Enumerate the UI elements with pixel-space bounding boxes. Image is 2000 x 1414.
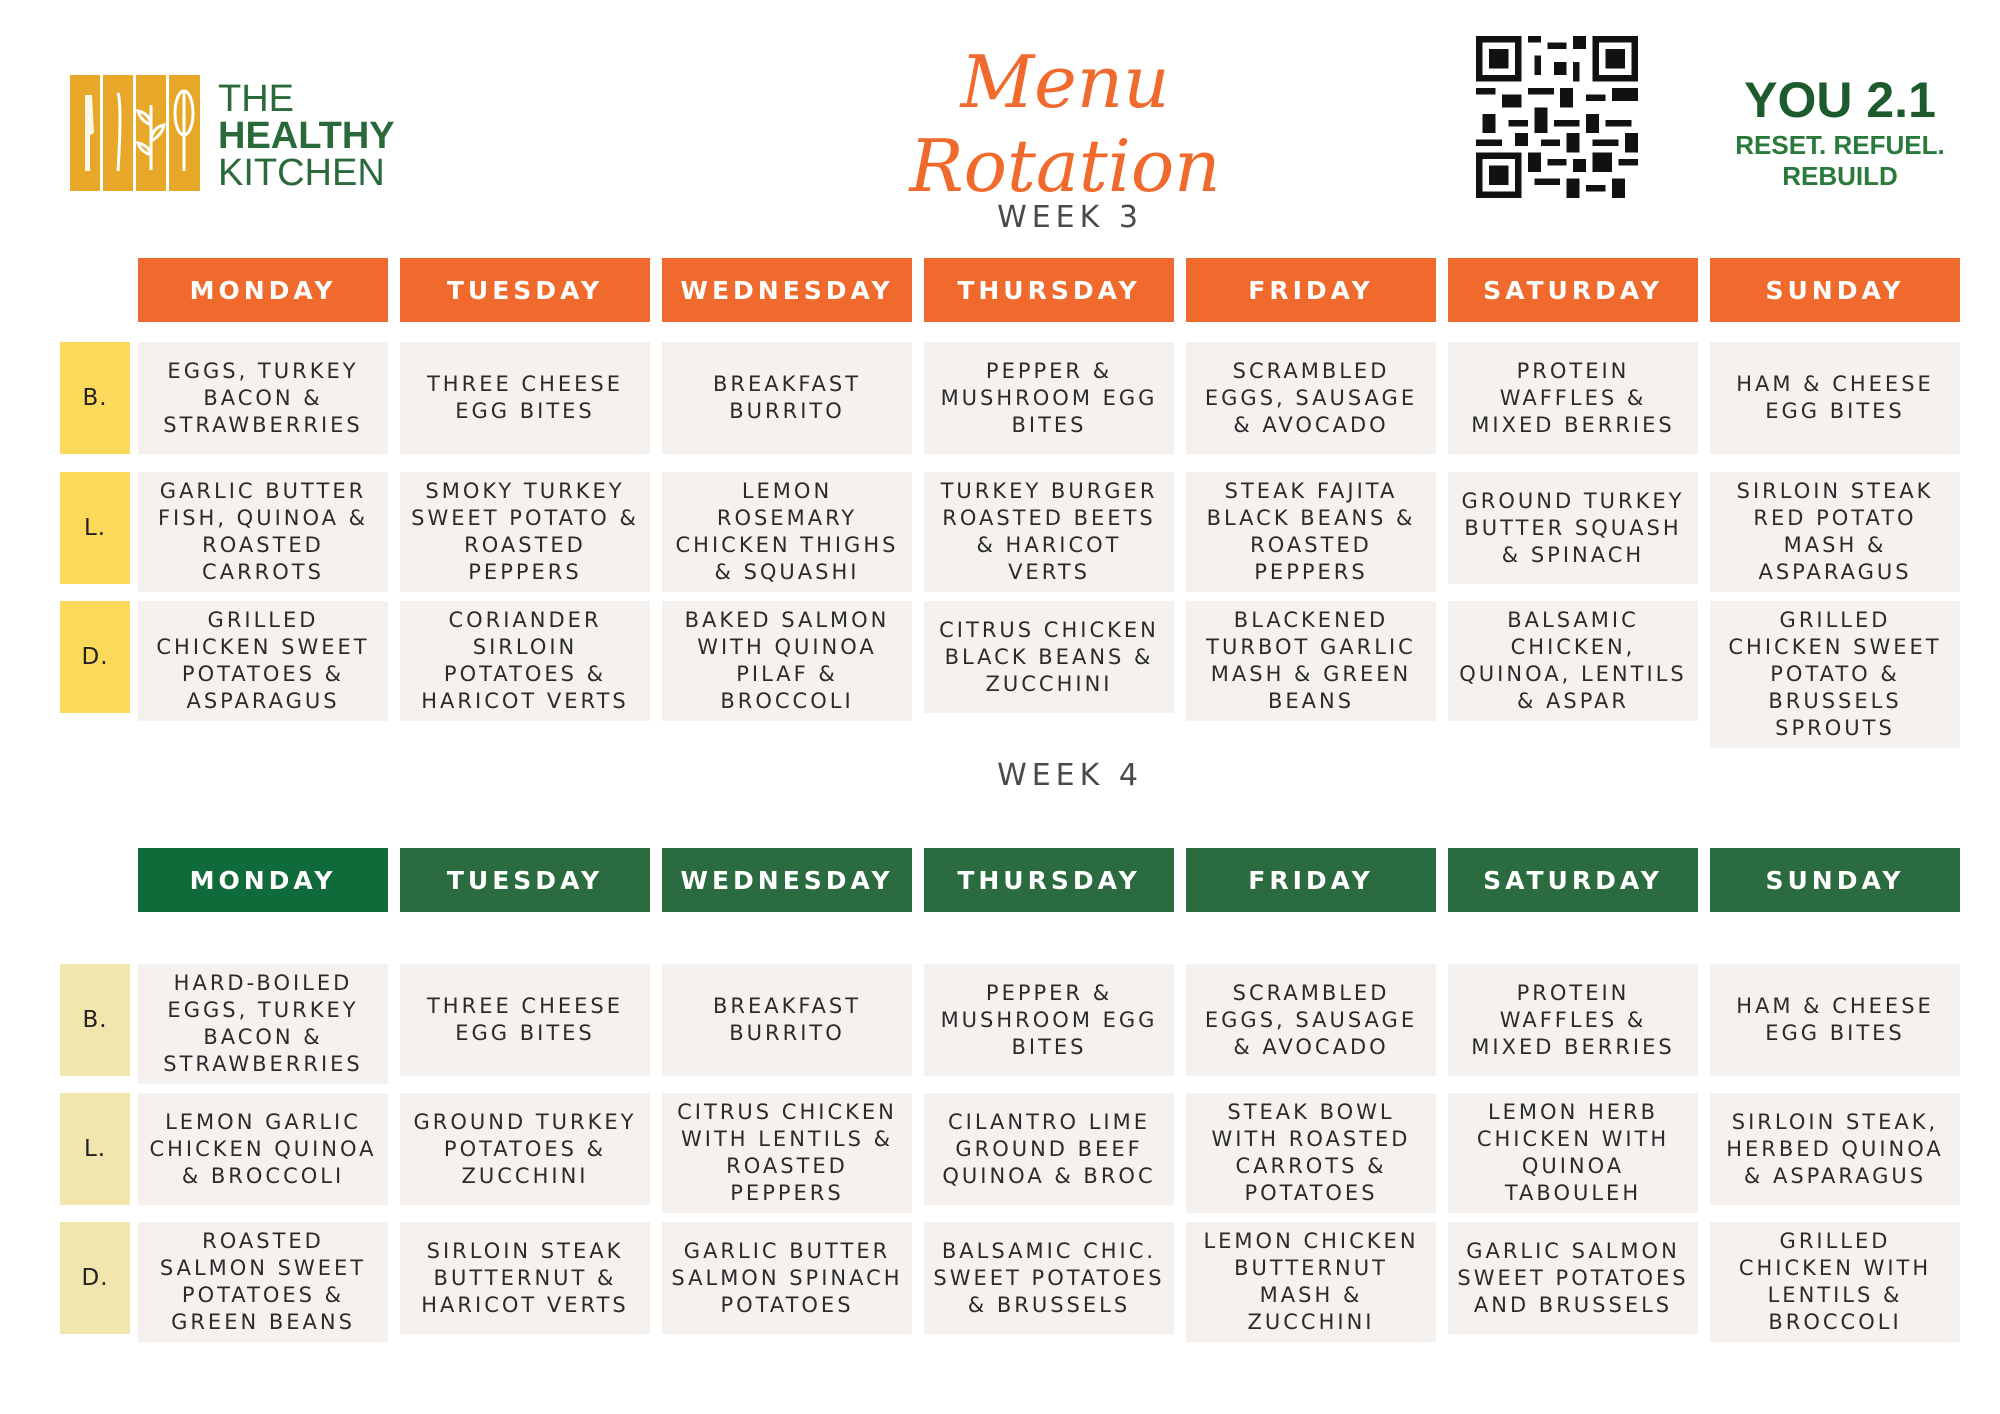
menu-item-cell: CITRUS CHICKEN BLACK BEANS & ZUCCHINI (924, 601, 1174, 713)
menu-item-cell: THREE CHEESE EGG BITES (400, 964, 650, 1076)
day-header-monday: MONDAY (138, 848, 388, 912)
week3-title: WEEK 3 (997, 200, 1143, 235)
menu-item-cell: GROUND TURKEY BUTTER SQUASH & SPINACH (1448, 472, 1698, 584)
menu-item-cell: SMOKY TURKEY SWEET POTATO & ROASTED PEPPERS (400, 472, 650, 592)
day-header-sunday: SUNDAY (1710, 848, 1960, 912)
day-header-sunday: SUNDAY (1710, 258, 1960, 322)
menu-item-cell: CORIANDER SIRLOIN POTATOES & HARICOT VERTS (400, 601, 650, 721)
menu-item-cell: GRILLED CHICKEN WITH LENTILS & BROCCOLI (1710, 1222, 1960, 1342)
program-tagline: RESET. REFUEL. REBUILD (1735, 130, 1945, 191)
day-header-thursday: THURSDAY (924, 258, 1174, 322)
menu-item-cell: SIRLOIN STEAK BUTTERNUT & HARICOT VERTS (400, 1222, 650, 1334)
menu-item-cell: SCRAMBLED EGGS, SAUSAGE & AVOCADO (1186, 342, 1436, 454)
menu-item-cell: LEMON CHICKEN BUTTERNUT MASH & ZUCCHINI (1186, 1222, 1436, 1342)
meal-label: L. (60, 1093, 130, 1205)
menu-item-cell: BALSAMIC CHICKEN, QUINOA, LENTILS & ASPAR (1448, 601, 1698, 721)
menu-item-cell: BLACKENED TURBOT GARLIC MASH & GREEN BEANS (1186, 601, 1436, 721)
meal-label: B. (60, 342, 130, 454)
meal-label: L. (60, 472, 130, 584)
menu-item-cell: PEPPER & MUSHROOM EGG BITES (924, 964, 1174, 1076)
page-title: Menu Rotation (909, 40, 1221, 208)
qr-code-icon (1476, 36, 1638, 198)
menu-item-cell: LEMON GARLIC CHICKEN QUINOA & BROCCOLI (138, 1093, 388, 1205)
menu-item-cell: EGGS, TURKEY BACON & STRAWBERRIES (138, 342, 388, 454)
program-title: YOU 2.1 (1744, 72, 1936, 128)
program-brand (1680, 72, 2000, 192)
menu-item-cell: GROUND TURKEY POTATOES & ZUCCHINI (400, 1093, 650, 1205)
menu-item-cell: PROTEIN WAFFLES & MIXED BERRIES (1448, 342, 1698, 454)
menu-item-cell: THREE CHEESE EGG BITES (400, 342, 650, 454)
menu-item-cell: SIRLOIN STEAK RED POTATO MASH & ASPARAGUS (1710, 472, 1960, 592)
menu-item-cell: HAM & CHEESE EGG BITES (1710, 342, 1960, 454)
healthy-kitchen-logo (70, 75, 395, 194)
day-header-wednesday: WEDNESDAY (662, 258, 912, 322)
menu-item-cell: HARD-BOILED EGGS, TURKEY BACON & STRAWBERRIES (138, 964, 388, 1084)
menu-item-cell: CILANTRO LIME GROUND BEEF QUINOA & BROC (924, 1093, 1174, 1205)
meal-label: B. (60, 964, 130, 1076)
menu-item-cell: GARLIC SALMON SWEET POTATOES AND BRUSSELS (1448, 1222, 1698, 1334)
logo-text-line1: THE (218, 78, 294, 120)
logo-text-line3: KITCHEN (218, 152, 385, 194)
day-header-saturday: SATURDAY (1448, 258, 1698, 322)
menu-item-cell: BREAKFAST BURRITO (662, 964, 912, 1076)
menu-item-cell: STEAK BOWL WITH ROASTED CARROTS & POTATOES (1186, 1093, 1436, 1213)
day-header-monday: MONDAY (138, 258, 388, 322)
day-header-tuesday: TUESDAY (400, 258, 650, 322)
logo-wordmark (218, 78, 395, 194)
kitchen-utensils-logo-icon (70, 75, 200, 191)
menu-item-cell: PEPPER & MUSHROOM EGG BITES (924, 342, 1174, 454)
menu-item-cell: GRILLED CHICKEN SWEET POTATO & BRUSSELS SPROUTS (1710, 601, 1960, 748)
menu-item-cell: GARLIC BUTTER FISH, QUINOA & ROASTED CARROTS (138, 472, 388, 592)
meal-label: D. (60, 601, 130, 713)
day-header-thursday: THURSDAY (924, 848, 1174, 912)
menu-item-cell: ROASTED SALMON SWEET POTATOES & GREEN BEANS (138, 1222, 388, 1342)
menu-item-cell: BALSAMIC CHIC. SWEET POTATOES & BRUSSELS (924, 1222, 1174, 1334)
menu-item-cell: PROTEIN WAFFLES & MIXED BERRIES (1448, 964, 1698, 1076)
menu-item-cell: GRILLED CHICKEN SWEET POTATOES & ASPARAGUS (138, 601, 388, 721)
menu-item-cell: GARLIC BUTTER SALMON SPINACH POTATOES (662, 1222, 912, 1334)
menu-item-cell: SIRLOIN STEAK, HERBED QUINOA & ASPARAGUS (1710, 1093, 1960, 1205)
day-header-saturday: SATURDAY (1448, 848, 1698, 912)
day-header-tuesday: TUESDAY (400, 848, 650, 912)
logo-text-line2: HEALTHY (218, 115, 395, 157)
menu-item-cell: SCRAMBLED EGGS, SAUSAGE & AVOCADO (1186, 964, 1436, 1076)
day-header-friday: FRIDAY (1186, 258, 1436, 322)
day-header-friday: FRIDAY (1186, 848, 1436, 912)
meal-label: D. (60, 1222, 130, 1334)
menu-item-cell: BAKED SALMON WITH QUINOA PILAF & BROCCOLI (662, 601, 912, 721)
menu-item-cell: LEMON HERB CHICKEN WITH QUINOA TABOULEH (1448, 1093, 1698, 1213)
menu-item-cell: CITRUS CHICKEN WITH LENTILS & ROASTED PEPPERS (662, 1093, 912, 1213)
week4-title: WEEK 4 (997, 758, 1143, 793)
menu-item-cell: LEMON ROSEMARY CHICKEN THIGHS & SQUASHI (662, 472, 912, 592)
menu-item-cell: STEAK FAJITA BLACK BEANS & ROASTED PEPPERS (1186, 472, 1436, 592)
menu-item-cell: BREAKFAST BURRITO (662, 342, 912, 454)
day-header-wednesday: WEDNESDAY (662, 848, 912, 912)
menu-item-cell: TURKEY BURGER ROASTED BEETS & HARICOT VERTS (924, 472, 1174, 592)
menu-item-cell: HAM & CHEESE EGG BITES (1710, 964, 1960, 1076)
